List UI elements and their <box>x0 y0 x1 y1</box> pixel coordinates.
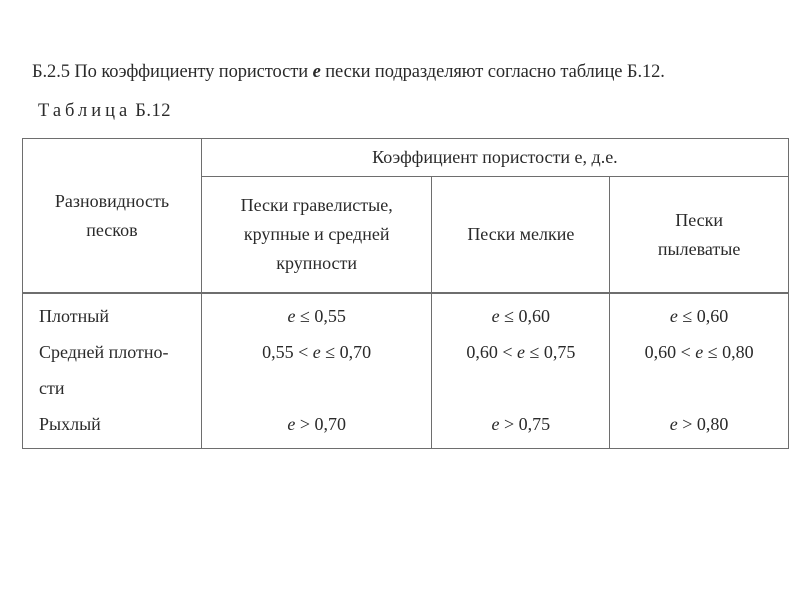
table-caption-number: Б.12 <box>135 101 171 121</box>
variety-header-line1: Разновидность <box>54 190 170 211</box>
value-fine-dense: е ≤ 0,60 <box>491 306 551 326</box>
value-fine-loose: е > 0,75 <box>491 414 551 434</box>
row-label-loose: Рыхлый <box>39 414 101 434</box>
row-label-dense: Плотный <box>39 306 109 326</box>
column-header-silty <box>610 177 789 294</box>
intro-variable: e <box>312 62 321 82</box>
value-silty-medium: 0,60 < е ≤ 0,80 <box>644 342 754 362</box>
variety-header-line2: песков <box>86 219 138 240</box>
intro-suffix: пески подразделяют согласно таблице Б.12. <box>320 62 665 82</box>
value-fine-medium: 0,60 < е ≤ 0,75 <box>466 342 576 362</box>
intro-prefix: Б.2.5 По коэффициенту пористости <box>32 62 313 82</box>
table-body-row <box>23 293 789 449</box>
column-header-line: Пески <box>675 209 724 230</box>
row-label-medium-1: Средней плотно- <box>39 342 169 362</box>
intro-paragraph <box>32 62 665 83</box>
value-silty-loose: е > 0,80 <box>669 414 729 434</box>
value-gravelly-dense: е ≤ 0,55 <box>287 306 346 326</box>
table-caption-word: Таблица <box>38 101 132 121</box>
values-gravelly-cell <box>201 293 432 449</box>
value-silty-dense: е ≤ 0,60 <box>669 306 729 326</box>
column-header-line: Пески гравелистые, <box>240 195 393 216</box>
value-gravelly-medium: 0,55 < е ≤ 0,70 <box>262 342 372 362</box>
column-header-line: крупности <box>276 252 358 273</box>
column-header-line: крупные и средней <box>243 224 390 245</box>
column-header-fine <box>432 177 610 294</box>
porosity-table <box>22 138 789 449</box>
variety-header-cell <box>23 139 202 294</box>
header-row-1 <box>23 139 789 177</box>
column-header-line: пылеватые <box>657 238 741 259</box>
values-fine-cell <box>432 293 610 449</box>
column-header-line: Пески мелкие <box>467 224 575 245</box>
row-labels-cell <box>23 293 202 449</box>
coefficient-header-cell: Коэффициент пористости е, д.е. <box>201 139 788 177</box>
values-silty-cell <box>610 293 789 449</box>
column-header-gravelly <box>201 177 432 294</box>
table-caption <box>38 101 171 122</box>
value-gravelly-loose: е > 0,70 <box>287 414 346 434</box>
row-label-medium-2: сти <box>39 378 65 398</box>
